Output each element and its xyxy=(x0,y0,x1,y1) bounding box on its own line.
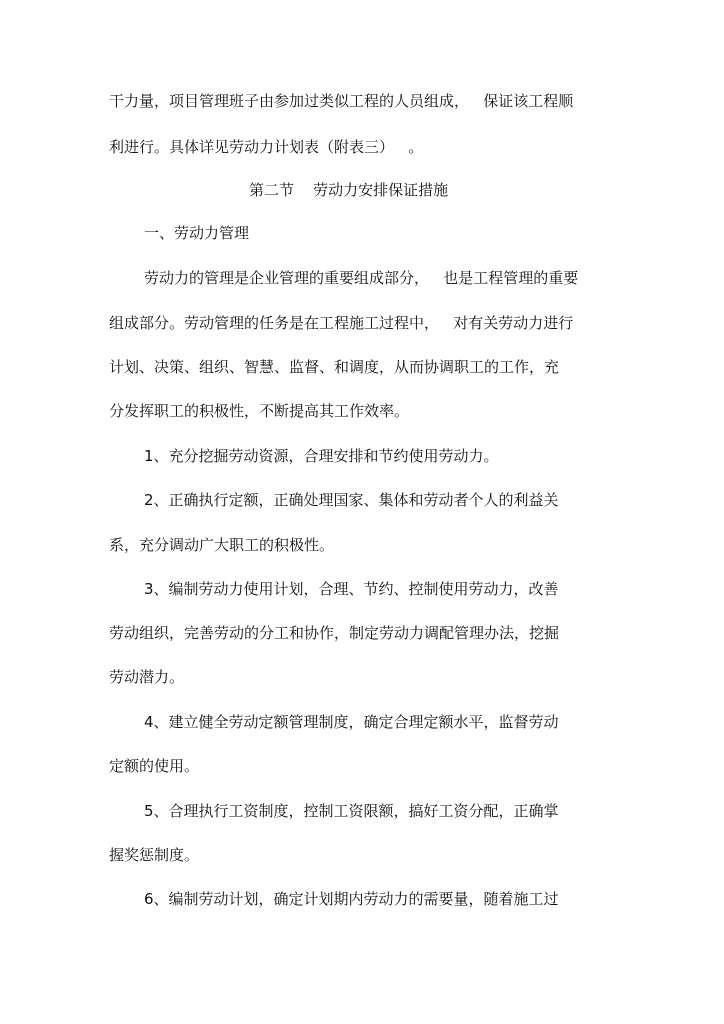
list-item-6-line-1: 6、编制劳动计划，确定计划期内劳动力的需要量，随着施工过 xyxy=(144,890,559,908)
list-item-3-line-3: 劳动潜力。 xyxy=(109,668,185,686)
list-item-5-line-2: 握奖惩制度。 xyxy=(109,846,200,864)
paragraph-line-4: 组成部分。劳动管理的任务是在工程施工过程中， 对有关劳动力进行 xyxy=(109,314,574,332)
paragraph-line-1: 干力量，项目管理班子由参加过类似工程的人员组成， 保证该工程顺 xyxy=(109,92,574,110)
paragraph-line-5: 计划、决策、组织、智慧、监督、和调度，从而协调职工的工作，充 xyxy=(109,358,560,376)
list-item-1: 1、充分挖掘劳动资源，合理安排和节约使用劳动力。 xyxy=(144,447,499,465)
paragraph-line-2: 利进行。具体详见劳动力计划表（附表三） 。 xyxy=(109,138,424,156)
list-item-3-line-1: 3、编制劳动力使用计划，合理、节约、控制使用劳动力，改善 xyxy=(144,580,559,598)
list-item-4-line-1: 4、建立健全劳动定额管理制度，确定合理定额水平，监督劳动 xyxy=(144,713,559,731)
list-item-3-line-2: 劳动组织，完善劳动的分工和协作，制定劳动力调配管理办法，挖掘 xyxy=(109,624,560,642)
paragraph-line-6: 分发挥职工的积极性，不断提高其工作效率。 xyxy=(109,402,410,420)
paragraph-line-3: 劳动力的管理是企业管理的重要组成部分， 也是工程管理的重要 xyxy=(144,269,579,287)
subsection-heading: 一、劳动力管理 xyxy=(144,224,250,242)
section-heading: 第二节 劳动力安排保证措施 xyxy=(249,181,449,199)
list-item-5-line-1: 5、合理执行工资制度，控制工资限额，搞好工资分配，正确掌 xyxy=(144,802,559,820)
list-item-2-line-1: 2、正确执行定额，正确处理国家、集体和劳动者个人的利益关 xyxy=(144,491,559,509)
list-item-2-line-2: 系，充分调动广大职工的积极性。 xyxy=(109,536,335,554)
list-item-4-line-2: 定额的使用。 xyxy=(109,757,200,775)
